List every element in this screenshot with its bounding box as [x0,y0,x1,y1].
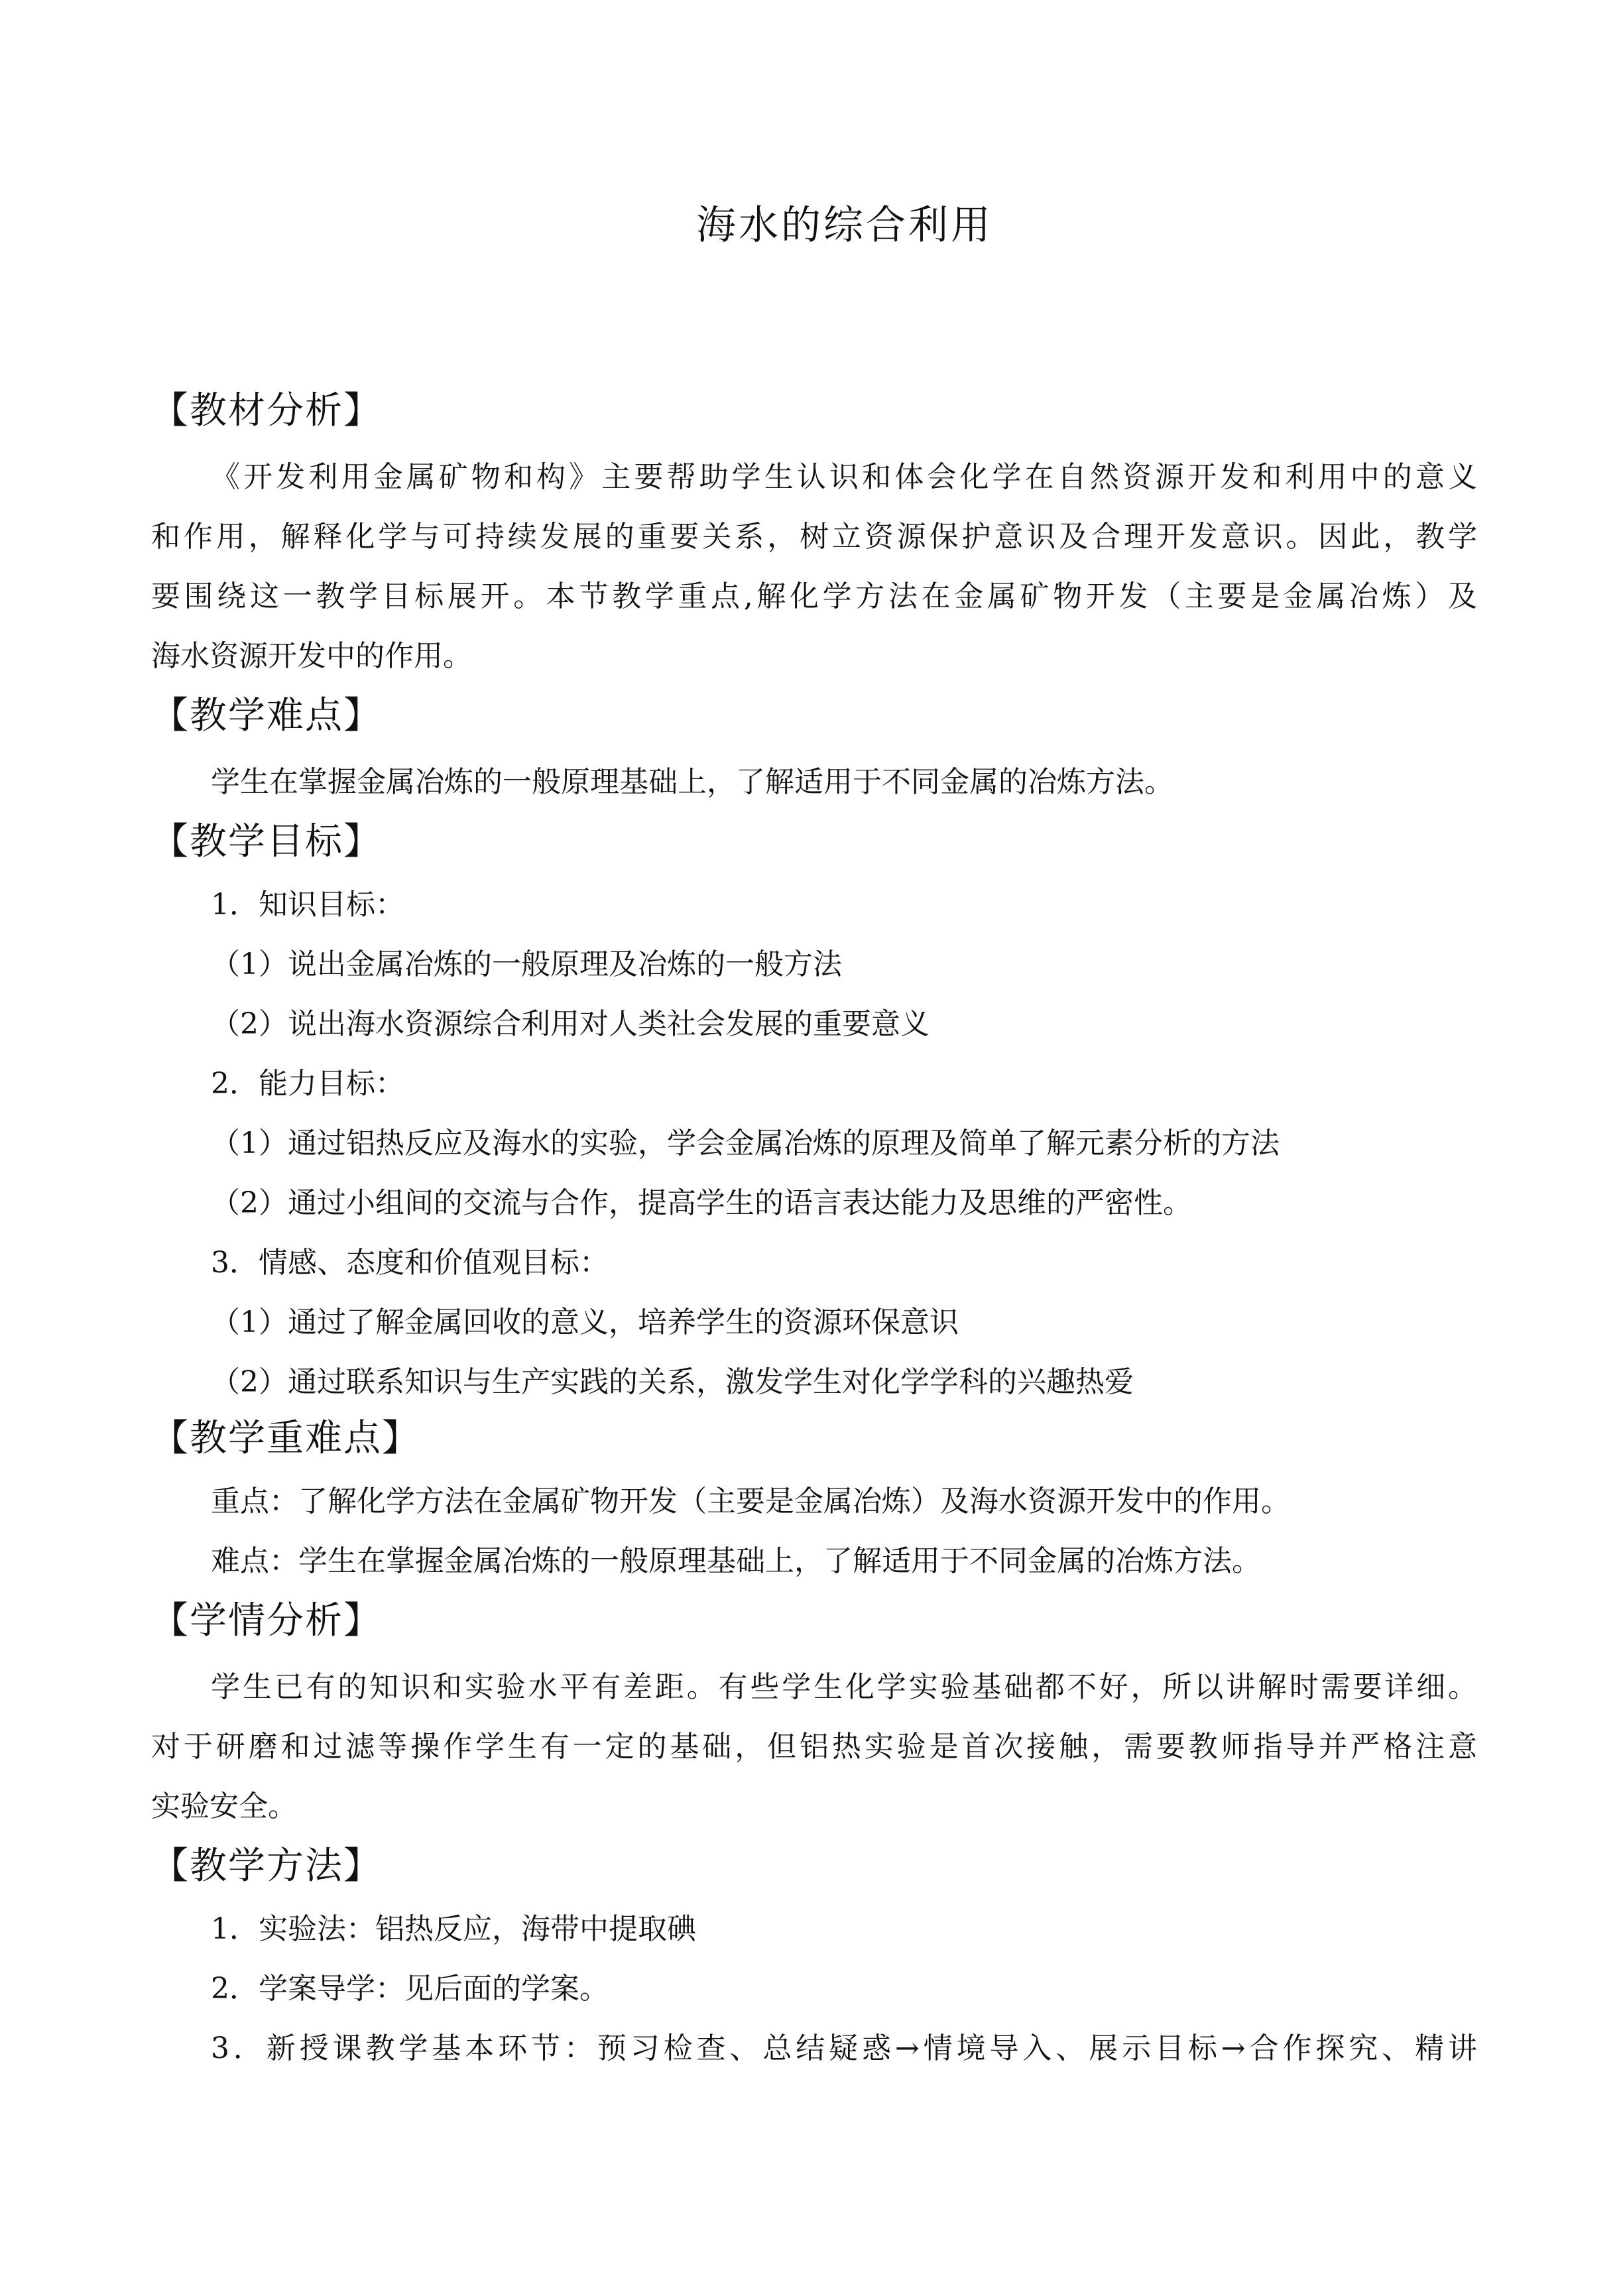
paragraph-line: 《开发利用金属矿物和构》主要帮助学生认识和体会化学在自然资源开发和利用中的意义 [211,460,1477,494]
section-heading-methods: 【教学方法】 [151,1844,382,1888]
goal-item: 3．情感、态度和价值观目标： [211,1246,609,1280]
section-heading-difficulty: 【教学难点】 [151,694,382,737]
paragraph-line: 海水资源开发中的作用。 [151,639,472,673]
paragraph-line: 要围绕这一教学目标展开。本节教学重点,解化学方法在金属矿物开发（主要是金属冶炼）及 [151,579,1477,613]
section-heading-students: 【学情分析】 [151,1599,382,1642]
goal-item: 2．能力目标： [211,1067,404,1101]
goal-subitem: （1）说出金属冶炼的一般原理及冶炼的一般方法 [211,947,842,981]
section-heading-analysis: 【教材分析】 [151,389,382,432]
paragraph-line: 实验安全。 [151,1789,297,1823]
goal-subitem: （1）通过铝热反应及海水的实验，学会金属冶炼的原理及简单了解元素分析的方法 [211,1126,1280,1160]
goal-subitem: （2）说出海水资源综合利用对人类社会发展的重要意义 [211,1007,930,1041]
paragraph-line: 重点：了解化学方法在金属矿物开发（主要是金属冶炼）及海水资源开发中的作用。 [211,1484,1290,1518]
paragraph-line: 难点：学生在掌握金属冶炼的一般原理基础上，了解适用于不同金属的冶炼方法。 [211,1544,1261,1578]
paragraph-line: 对于研磨和过滤等操作学生有一定的基础，但铝热实验是首次接触，需要教师指导并严格注意 [151,1730,1477,1764]
paragraph-line: 学生在掌握金属冶炼的一般原理基础上，了解适用于不同金属的冶炼方法。 [211,765,1173,799]
paragraph-line: 和作用，解释化学与可持续发展的重要关系，树立资源保护意识及合理开发意识。因此，教学 [151,520,1477,554]
section-heading-key-points: 【教学重难点】 [151,1417,420,1460]
method-item: 2．学案导学：见后面的学案。 [211,1972,609,2006]
method-item: 1．实验法：铝热反应，海带中提取碘 [211,1912,696,1946]
goal-subitem: （2）通过小组间的交流与合作，提高学生的语言表达能力及思维的严密性。 [211,1186,1192,1220]
goal-subitem: （1）通过了解金属回收的意义，培养学生的资源环保意识 [211,1305,959,1339]
method-item: 3．新授课教学基本环节：预习检查、总结疑惑→情境导入、展示目标→合作探究、精讲 [211,2031,1477,2065]
section-heading-goals: 【教学目标】 [151,820,382,863]
paragraph-line: 学生已有的知识和实验水平有差距。有些学生化学实验基础都不好，所以讲解时需要详细。 [211,1670,1477,1704]
goal-item: 1．知识目标： [211,888,404,922]
goal-subitem: （2）通过联系知识与生产实践的关系，激发学生对化学学科的兴趣热爱 [211,1365,1134,1399]
page-title: 海水的综合利用 [696,202,993,249]
